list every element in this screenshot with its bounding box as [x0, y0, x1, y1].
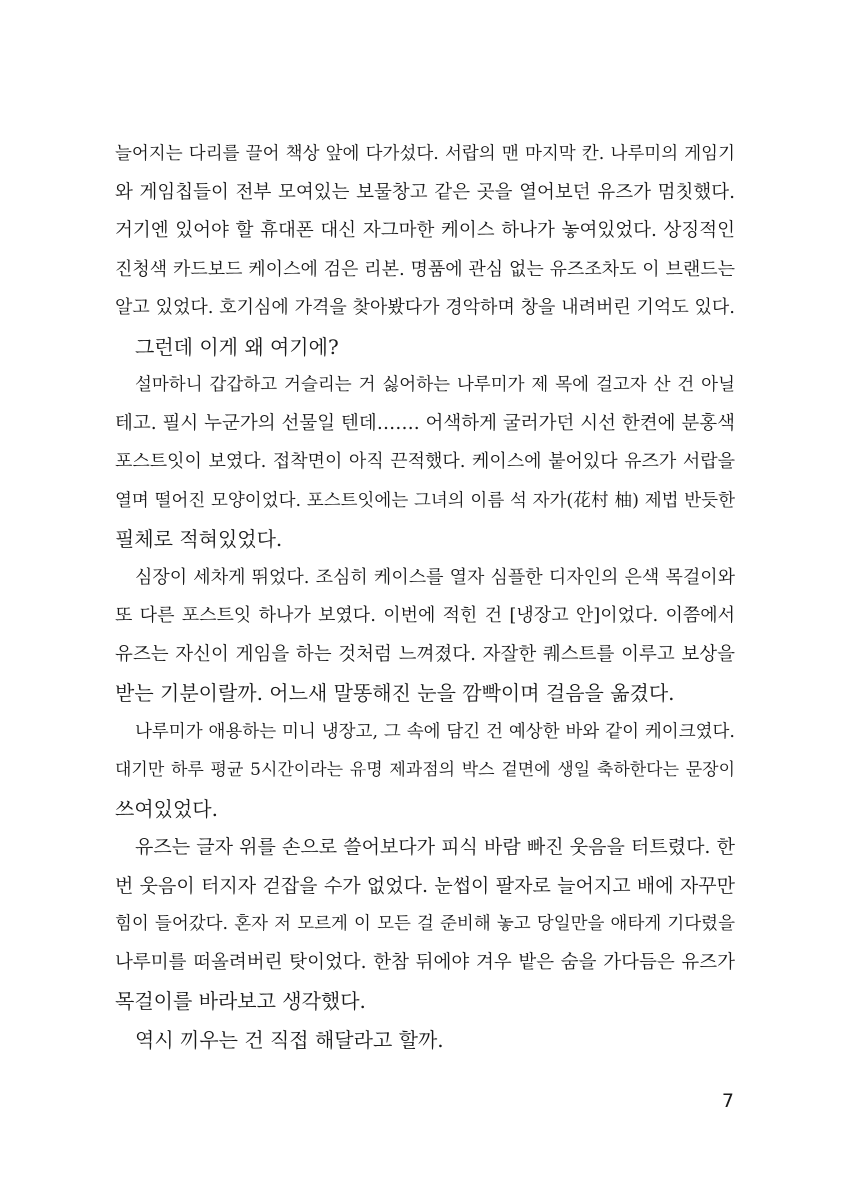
- text-line: 나루미가 애용하는 미니 냉장고, 그 속에 담긴 건 예상한 바와 같이 케이크였다.: [135, 721, 735, 742]
- text-line: 역시 끼우는 건 직접 해달라고 할까.: [135, 1027, 444, 1052]
- text-line: 유즈는 자신이 게임을 하는 것처럼 느껴졌다. 자잘한 퀘스트를 이루고 보상을: [115, 643, 735, 665]
- text-line: 열며 떨어진 모양이었다. 포스트잇에는 그녀의 이름 석 자가(花村 柚) 제법 반듯한: [115, 490, 735, 511]
- text-line: 포스트잇이 보였다. 접착면이 아직 끈적했다. 케이스에 붙어있다 유즈가 서랍을: [115, 451, 735, 472]
- text-line: 늘어지는 다리를 끌어 책상 앞에 다가섰다. 서랍의 맨 마지막 칸. 나루미의 게임기: [115, 144, 735, 164]
- text-line: 와 게임칩들이 전부 모여있는 보물창고 같은 곳을 열어보던 유즈가 멈칫했다.: [115, 181, 735, 203]
- text-line: 번 웃음이 터지자 걷잡을 수가 없었다. 눈썹이 팔자로 늘어지고 배에 자꾸만: [115, 874, 735, 897]
- text-line: 알고 있었다. 호기심에 가격을 찾아봤다가 경악하며 창을 내려버린 기억도 있다.: [115, 297, 735, 318]
- text-line: 설마하니 갑갑하고 거슬리는 거 싫어하는 나루미가 제 목에 걸고자 산 건 아닐: [135, 375, 735, 395]
- text-line: 또 다른 포스트잇 하나가 보였다. 이번에 적힌 건 [냉장고 안]이었다. 이쯤에서: [115, 605, 735, 626]
- text-line: 진청색 카드보드 케이스에 검은 리본. 명품에 관심 없는 유즈조차도 이 브랜드는: [115, 258, 735, 280]
- text-line: 받는 기분이랄까. 어느새 말똥해진 눈을 깜빡이며 걸음을 옮겼다.: [115, 681, 675, 705]
- page-number: 7: [721, 1090, 734, 1112]
- body-text: [115, 135, 735, 1059]
- text-line: 쓰여있었다.: [115, 796, 218, 821]
- text-line: 테고. 필시 누군가의 선물일 텐데……. 어색하게 굴러가던 시선 한켠에 분홍색: [115, 412, 735, 434]
- text-line: 목걸이를 바라보고 생각했다.: [115, 989, 366, 1013]
- text-line: 필체로 적혀있었다.: [115, 527, 283, 551]
- text-line: 그런데 이게 왜 여기에?: [135, 334, 339, 359]
- text-line: 심장이 세차게 뛰었다. 조심히 케이스를 열자 심플한 디자인의 은색 목걸이와: [135, 566, 735, 588]
- text-line: 힘이 들어갔다. 혼자 저 모르게 이 모든 걸 준비해 놓고 당일만을 애타게 기다렸을: [115, 914, 735, 934]
- text-line: 나루미를 떠올려버린 탓이었다. 한참 뒤에야 겨우 밭은 숨을 가다듬은 유즈가: [115, 951, 735, 973]
- text-line: 대기만 하루 평균 5시간이라는 유명 제과점의 박스 겉면에 생일 축하한다는 문장이: [115, 760, 735, 780]
- text-line: 거기엔 있어야 할 휴대폰 대신 자그마한 케이스 하나가 놓여있었다. 상징적인: [115, 220, 735, 241]
- text-line: 유즈는 글자 위를 손으로 쓸어보다가 피식 바람 빠진 웃음을 터트렸다. 한: [135, 836, 735, 858]
